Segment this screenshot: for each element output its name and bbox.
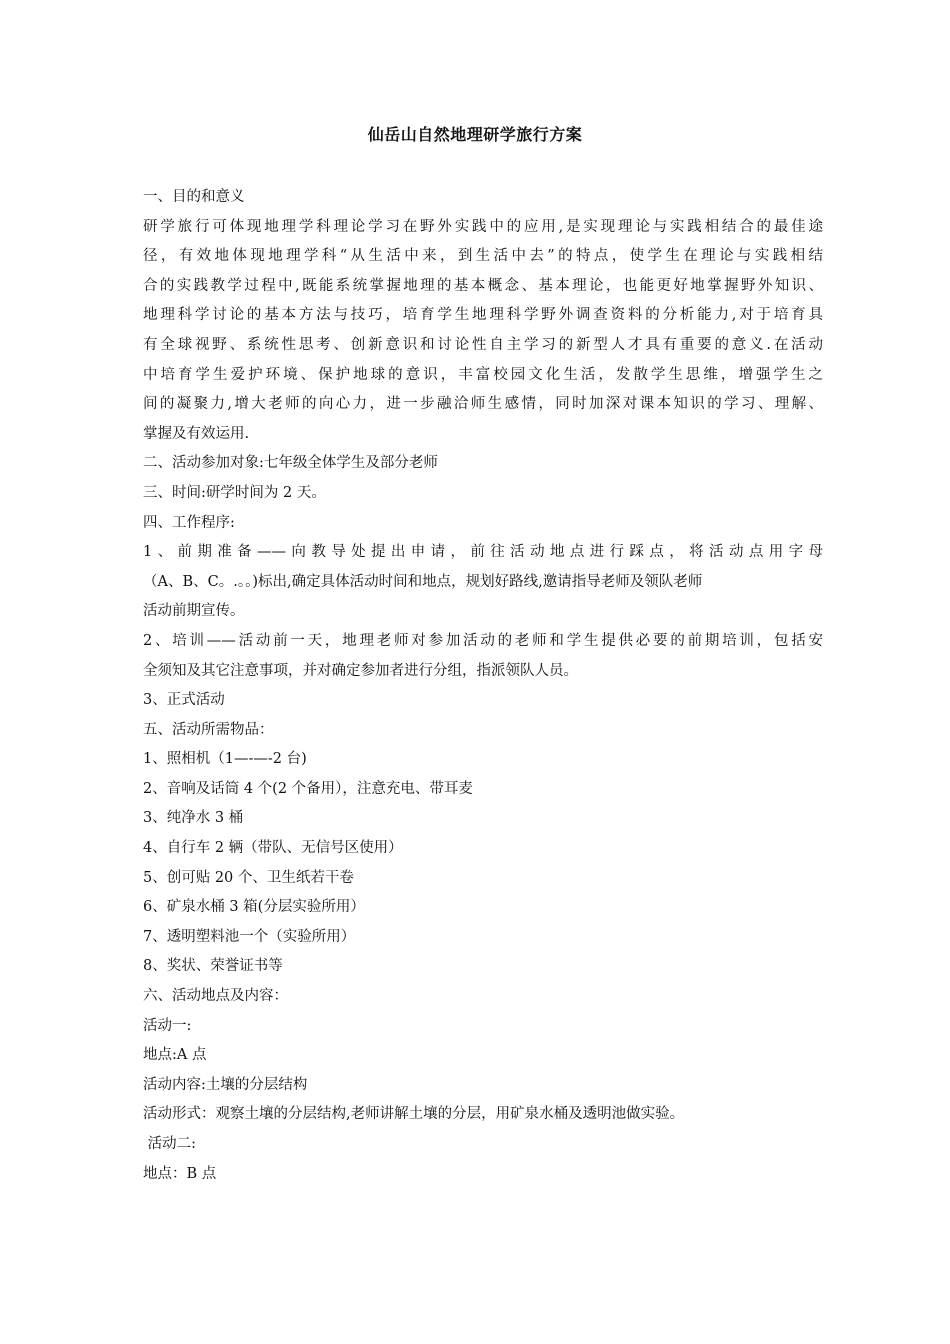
activity-heading: 活动一: bbox=[143, 1017, 192, 1034]
paragraph-line: 研学旅行可体现地理学科理论学习在野外实践中的应用,是实现理论与实践相结合的最佳途 bbox=[143, 218, 823, 235]
paragraph-line: 径，有效地体现地理学科“从生活中来，到生活中去”的特点，使学生在理论与实践相结 bbox=[143, 248, 823, 265]
paragraph-line: 掌握及有效运用. bbox=[143, 425, 250, 442]
activity-location: 地点：B 点 bbox=[143, 1165, 217, 1182]
supply-item: 7、透明塑料池一个（实验所用） bbox=[143, 928, 356, 945]
supply-item: 2、音响及话筒 4 个(2 个备用），注意充电、带耳麦 bbox=[143, 780, 473, 797]
paragraph-line: 中培育学生爱护环境、保护地球的意识，丰富校园文化生活，发散学生思维，增强学生之 bbox=[143, 366, 823, 383]
section-heading-purpose: 一、目的和意义 bbox=[143, 189, 245, 205]
activity-content: 活动内容:土壤的分层结构 bbox=[143, 1076, 308, 1093]
procedure-item-1-line: （A、B、C。.。。)标出,确定具体活动时间和地点，规划好路线,邀请指导老师及领队老师 bbox=[143, 573, 703, 590]
document-title: 仙岳山自然地理研学旅行方案 bbox=[367, 125, 583, 144]
supply-item: 8、奖状、荣誉证书等 bbox=[143, 958, 283, 975]
procedure-item-3: 3、正式活动 bbox=[143, 692, 225, 709]
paragraph-line: 间的凝聚力,增大老师的向心力，进一步融洽师生感情，同时加深对课本知识的学习、理解、 bbox=[143, 396, 823, 413]
supply-item: 1、照相机（1—-—-2 台) bbox=[143, 751, 307, 768]
paragraph-line: 地理科学讨论的基本方法与技巧，培育学生地理科学野外调查资料的分析能力,对于培育具 bbox=[143, 307, 823, 324]
procedure-item-2: 2、培训——活动前一天，地理老师对参加活动的老师和学生提供必要的前期培训，包括安 bbox=[143, 632, 823, 649]
paragraph-line: 合的实践教学过程中,既能系统掌握地理的基本概念、基本理论，也能更好地掌握野外知识、 bbox=[143, 277, 823, 294]
section-heading-supplies: 五、活动所需物品： bbox=[143, 721, 274, 738]
section-heading-locations: 六、活动地点及内容： bbox=[143, 988, 288, 1005]
supply-item: 4、自行车 2 辆（带队、无信号区使用） bbox=[143, 840, 403, 857]
procedure-item-2-line: 全须知及其它注意事项，并对确定参加者进行分组，指派领队人员。 bbox=[143, 662, 578, 679]
document-body bbox=[143, 183, 823, 1189]
section-heading-procedure: 四、工作程序: bbox=[143, 514, 235, 531]
section-heading-participants: 二、活动参加对象:七年级全体学生及部分老师 bbox=[143, 455, 438, 472]
activity-location: 地点:A 点 bbox=[143, 1047, 207, 1064]
activity-form: 活动形式：观察土壤的分层结构,老师讲解土壤的分层，用矿泉水桶及透明池做实验。 bbox=[143, 1106, 685, 1123]
procedure-item-1: 1、前期准备——向教导处提出申请，前往活动地点进行踩点，将活动点用字母 bbox=[143, 544, 823, 561]
paragraph-line: 有全球视野、系统性思考、创新意识和讨论性自主学习的新型人才具有重要的意义.在活动 bbox=[143, 336, 823, 353]
supply-item: 6、矿泉水桶 3 箱(分层实验所用） bbox=[143, 899, 365, 916]
activity-heading: 活动二: bbox=[143, 1136, 196, 1152]
section-heading-time: 三、时间:研学时间为 2 天。 bbox=[143, 484, 326, 501]
supply-item: 5、创可贴 20 个、卫生纸若干卷 bbox=[143, 869, 354, 886]
procedure-item-1-line: 活动前期宣传。 bbox=[143, 603, 245, 620]
supply-item: 3、纯净水 3 桶 bbox=[143, 810, 244, 827]
